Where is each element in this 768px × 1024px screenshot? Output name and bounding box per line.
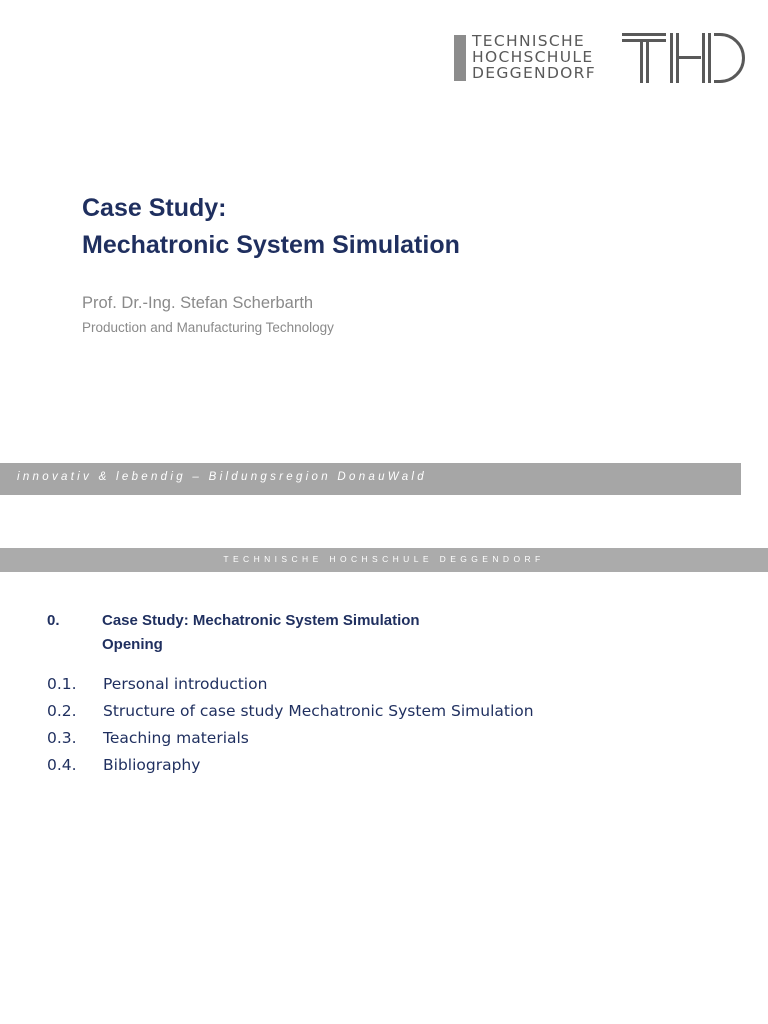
toc-list	[47, 671, 727, 779]
logo-line-1: TECHNISCHE	[472, 32, 586, 50]
toc-main-title: Case Study: Mechatronic System Simulation	[102, 612, 420, 629]
toc-item-label: Structure of case study Mechatronic System Simulation	[103, 702, 534, 720]
title-line-1: Case Study:	[82, 194, 227, 222]
toc-item-number: 0.4.	[47, 756, 77, 774]
author-name: Prof. Dr.-Ing. Stefan Scherbarth	[82, 294, 314, 312]
department-name: Production and Manufacturing Technology	[82, 320, 334, 335]
footer-band	[0, 548, 768, 572]
university-logo	[454, 33, 746, 83]
title-line-2: Mechatronic System Simulation	[82, 231, 460, 259]
toc-item	[47, 671, 727, 698]
toc-item-label: Personal introduction	[103, 675, 268, 693]
toc-item-label: Teaching materials	[103, 729, 249, 747]
toc-item	[47, 752, 727, 779]
toc-item-label: Bibliography	[103, 756, 201, 774]
toc-item	[47, 725, 727, 752]
footer-text: TECHNISCHE HOCHSCHULE DEGGENDORF	[223, 554, 545, 564]
toc-item-number: 0.1.	[47, 675, 77, 693]
tagline-text: innovativ & lebendig – Bildungsregion DonauWald	[17, 471, 427, 483]
toc-main-number: 0.	[47, 612, 60, 629]
toc-item-number: 0.2.	[47, 702, 77, 720]
tagline-band	[0, 463, 741, 495]
logo-bar	[454, 35, 466, 81]
logo-wordmark	[472, 33, 622, 81]
thd-monogram-icon	[622, 33, 746, 83]
logo-line-2: HOCHSCHULE	[472, 48, 594, 66]
toc-item	[47, 698, 727, 725]
toc-main-subtitle: Opening	[102, 636, 163, 653]
presentation-title	[82, 190, 460, 264]
logo-line-3: DEGGENDORF	[472, 64, 596, 82]
toc-item-number: 0.3.	[47, 729, 77, 747]
